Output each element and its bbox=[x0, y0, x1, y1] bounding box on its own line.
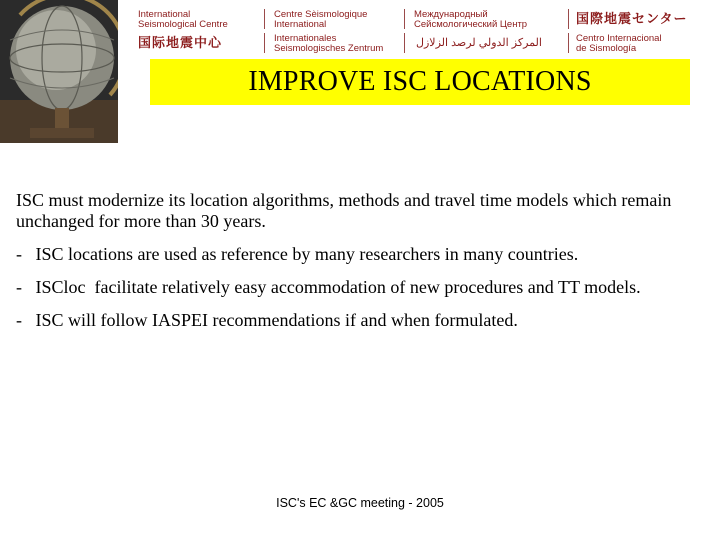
logo-russian-line1: Международный bbox=[414, 9, 488, 20]
logo-spanish bbox=[576, 34, 662, 54]
logo-spanish-line1: Centro Internacional bbox=[576, 33, 662, 44]
logo-divider bbox=[404, 9, 405, 29]
logo-french bbox=[274, 10, 367, 30]
logo-french-line1: Centre Sèismologique bbox=[274, 9, 368, 20]
logo-french-line2: International bbox=[274, 19, 327, 30]
globe-photo bbox=[0, 0, 118, 143]
logo-divider bbox=[568, 33, 569, 53]
logo-russian bbox=[414, 10, 527, 30]
logo-divider bbox=[264, 33, 265, 53]
slide-title-bar bbox=[150, 59, 690, 105]
bullet-item: - ISCloc facilitate relatively easy accommodation of new procedures and TT models. bbox=[16, 277, 641, 297]
logo-german-line2: Seismologisches Zentrum bbox=[274, 43, 384, 54]
slide-title: IMPROVE ISC LOCATIONS bbox=[248, 66, 592, 97]
logo-chinese: 国际地震中心 bbox=[138, 35, 223, 50]
logo-divider bbox=[264, 9, 265, 29]
logo-german bbox=[274, 34, 383, 54]
logo-english-line2: Seismological Centre bbox=[138, 19, 228, 30]
logo-arabic: المركز الدولي لرصد الزلازل bbox=[416, 37, 542, 49]
bullet-item: - ISC locations are used as reference by many researchers in many countries. bbox=[16, 244, 579, 264]
logo-german-line1: Internationales bbox=[274, 33, 337, 44]
globe-illustration bbox=[0, 0, 118, 143]
logo-english-line1: International bbox=[138, 9, 191, 20]
logo-english bbox=[138, 10, 228, 30]
body-paragraph: ISC must modernize its location algorithms, methods and travel time models which remain unchanged for more than 30 years. bbox=[16, 190, 672, 231]
isc-logo-strip bbox=[128, 0, 720, 56]
logo-japanese: 国際地震センター bbox=[576, 11, 688, 26]
slide-footer: ISC's EC &GC meeting - 2005 bbox=[276, 496, 444, 510]
logo-divider bbox=[404, 33, 405, 53]
logo-spanish-line2: de Sismología bbox=[576, 43, 637, 54]
slide-body bbox=[16, 190, 706, 343]
logo-russian-line2: Сейсмологический Центр bbox=[414, 19, 528, 30]
logo-divider bbox=[568, 9, 569, 29]
bullet-item: - ISC will follow IASPEI recommendations if and when formulated. bbox=[16, 310, 518, 330]
